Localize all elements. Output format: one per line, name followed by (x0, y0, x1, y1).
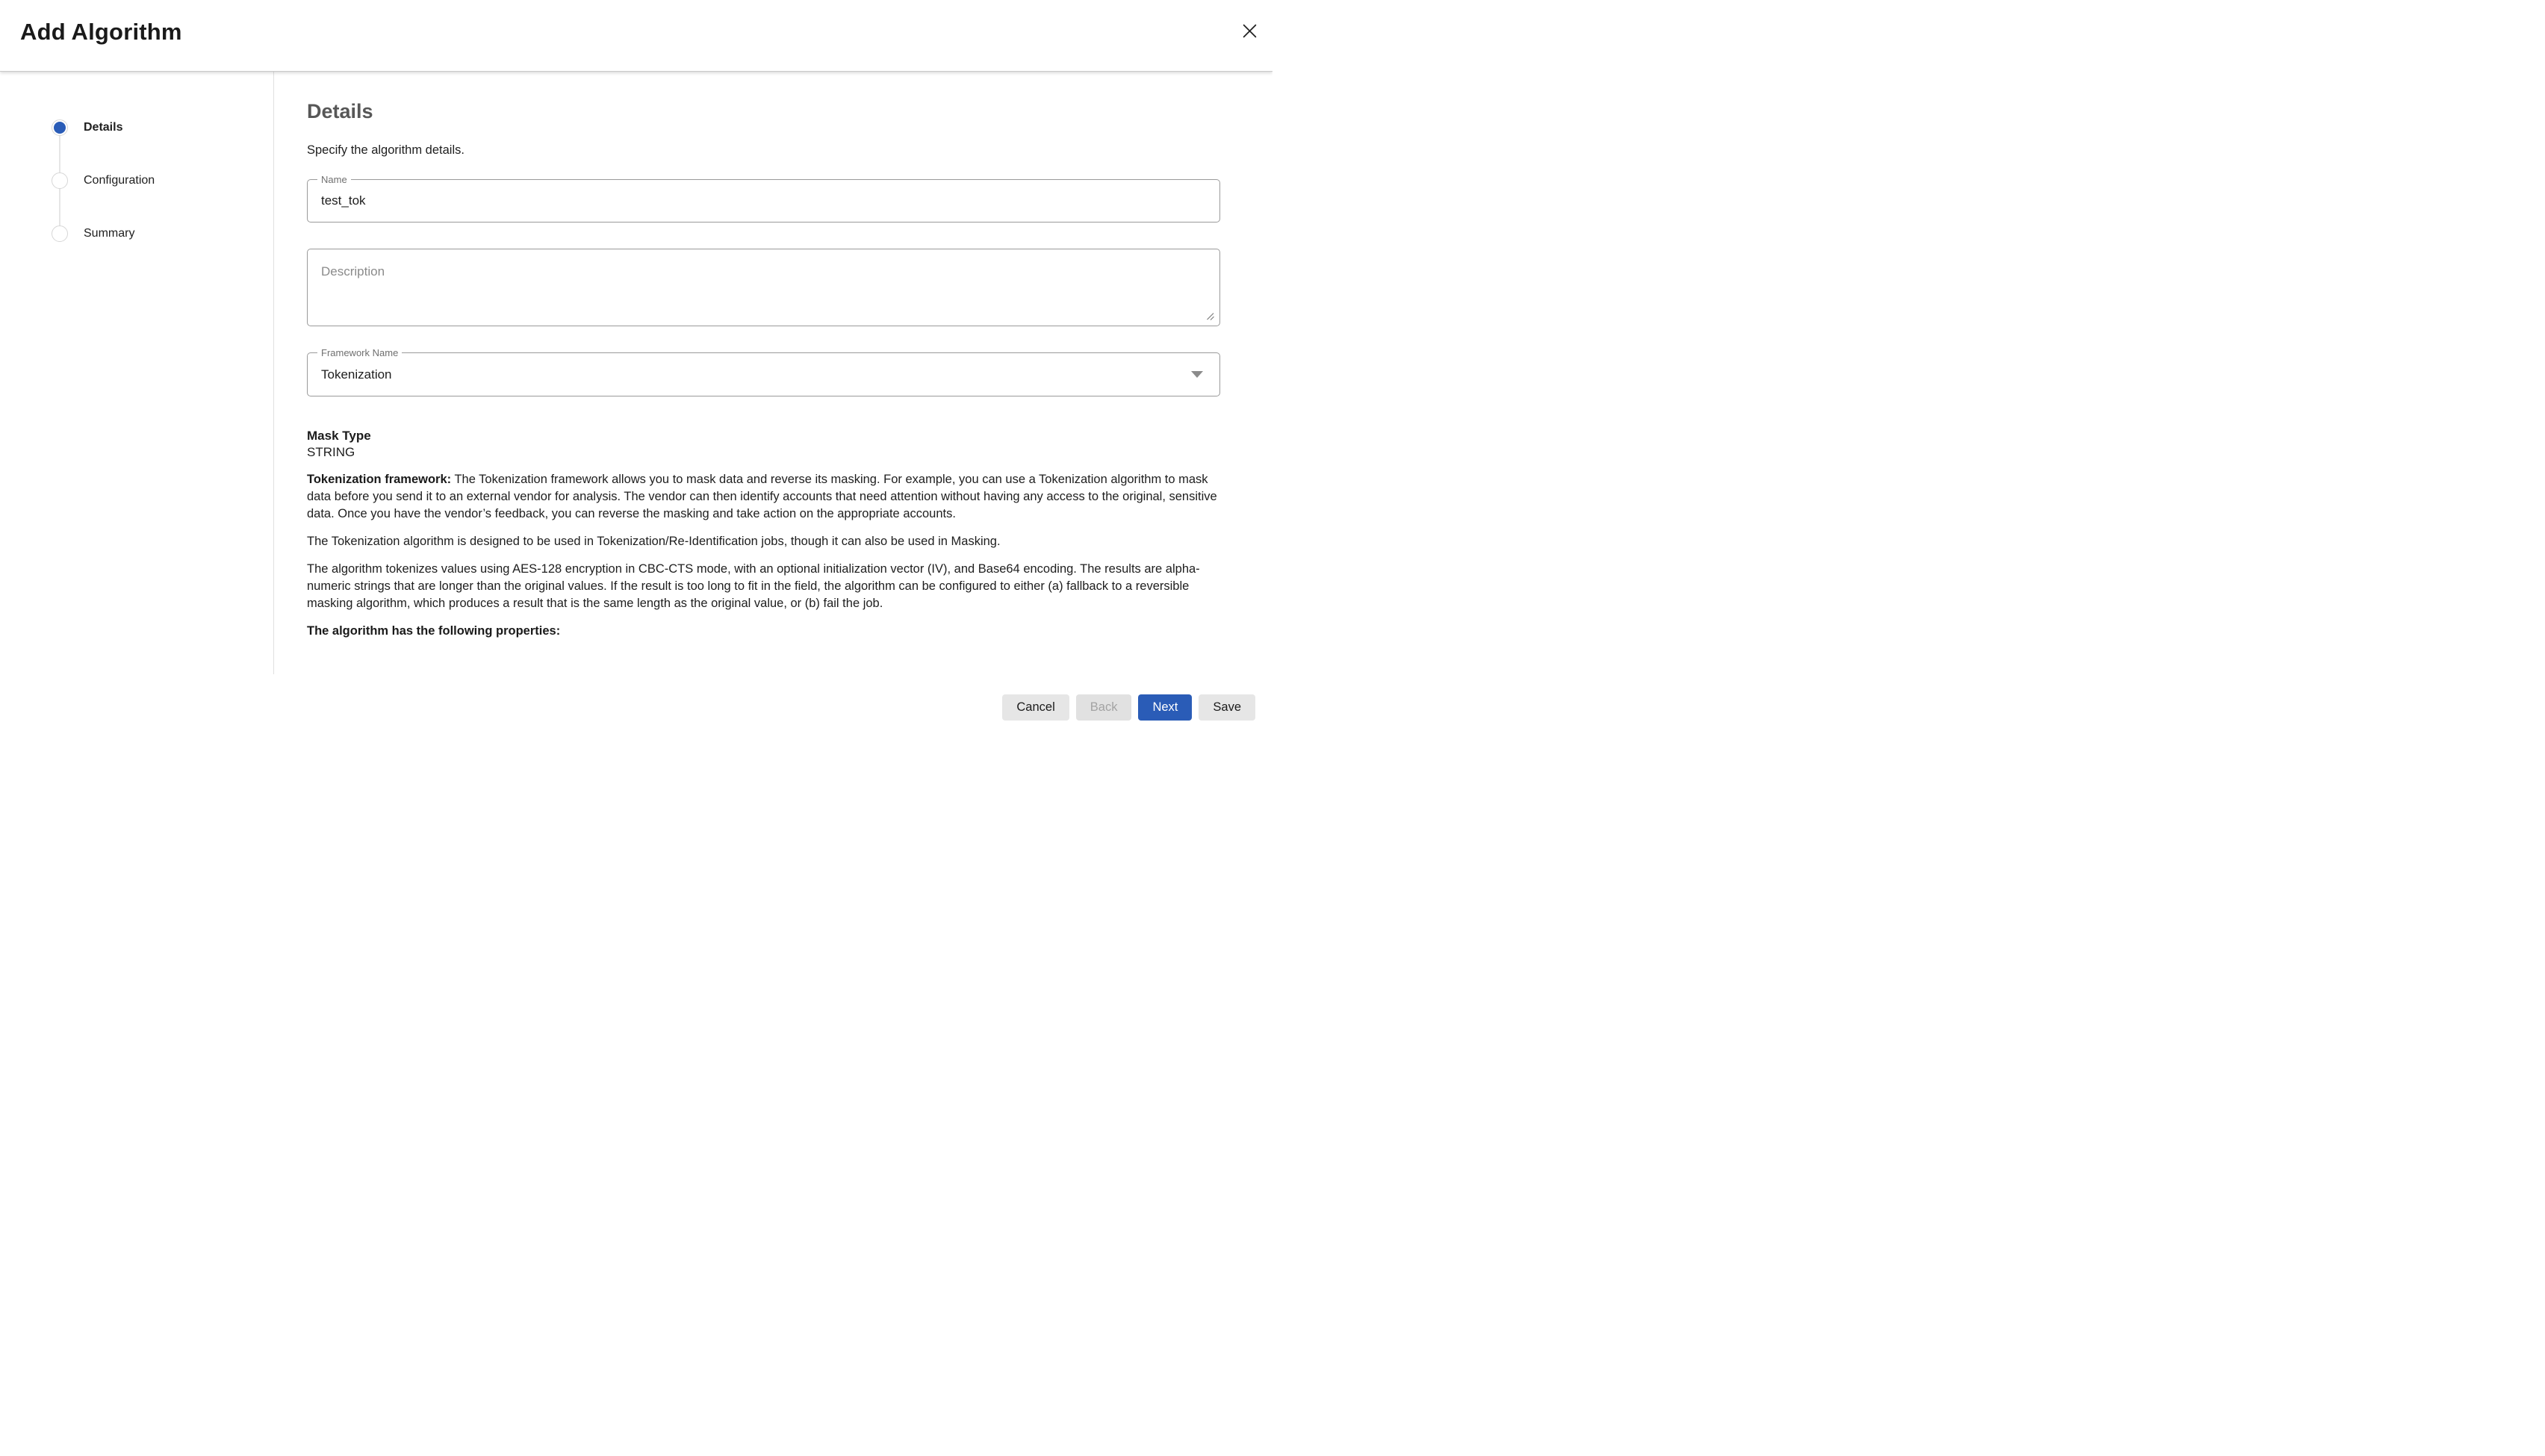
next-button[interactable]: Next (1138, 694, 1192, 721)
active-step-dot (54, 122, 66, 134)
dialog-footer (1002, 694, 1255, 721)
save-button[interactable]: Save (1199, 694, 1255, 721)
resize-handle-icon[interactable] (1205, 311, 1215, 321)
description-field (307, 249, 1220, 326)
framework-select[interactable] (307, 347, 1220, 396)
step-circle-icon (52, 119, 68, 136)
paragraph-bold-lead: The algorithm has the following properties: (307, 624, 561, 638)
mask-type-section (307, 428, 1220, 461)
step-label: Summary (84, 227, 135, 240)
mask-type-value: STRING (307, 445, 355, 459)
step-circle-icon (52, 172, 68, 189)
content-heading: Details (307, 100, 373, 122)
step-summary[interactable] (52, 225, 273, 242)
properties-heading (307, 623, 1220, 640)
paragraph-text: The algorithm tokenizes values using AES-128 encryption in CBC-CTS mode, with an optional initialization vector (IV), and Base64 encoding. The results are alpha-numeric strings that are longer than the original values. If the result is too long to fit in the field, the algorithm can be configured to either (a) fallback to a reversible masking algorithm, which produces a result that is the same length as the original value, or (b) fail the job. (307, 562, 1200, 610)
step-label: Configuration (84, 174, 155, 187)
content-subheading: Specify the algorithm details. (307, 143, 464, 157)
close-icon (1240, 21, 1260, 41)
dialog-header (0, 0, 1272, 72)
step-label: Details (84, 121, 123, 134)
paragraph-text: The Tokenization algorithm is designed to be used in Tokenization/Re-Identification jobs, though it can also be used in Masking. (307, 535, 1001, 548)
paragraph-text: The Tokenization framework allows you to mask data and reverse its masking. For example, you can use a Tokenization algorithm to mask data before you send it to an external vendor for analysis. The vendor can then identify accounts that need attention without having any access to the original, sensitive data. Once you have the vendor’s feedback, you can reverse the masking and take action on the appropriate accounts. (307, 473, 1217, 520)
dialog-title: Add Algorithm (20, 19, 182, 45)
add-algorithm-dialog (0, 0, 1272, 728)
usage-paragraph (307, 533, 1220, 550)
paragraph-bold-lead: Tokenization framework: (307, 473, 452, 486)
dialog-body (0, 72, 1272, 674)
name-field (307, 174, 1220, 223)
step-content (274, 72, 1272, 674)
framework-selected-value: Tokenization (321, 367, 392, 382)
name-field-label: Name (317, 173, 351, 186)
description-textarea[interactable] (308, 249, 1219, 326)
wizard-stepper (0, 72, 273, 674)
step-configuration[interactable] (52, 172, 273, 189)
mask-type-label: Mask Type (307, 429, 371, 443)
step-details[interactable] (52, 119, 273, 136)
name-input[interactable] (308, 180, 1219, 222)
algorithm-detail-paragraph (307, 561, 1220, 612)
step-circle-icon (52, 225, 68, 242)
cancel-button[interactable]: Cancel (1002, 694, 1069, 721)
back-button[interactable]: Back (1076, 694, 1132, 721)
framework-select-label: Framework Name (317, 346, 402, 359)
chevron-down-icon (1191, 371, 1203, 378)
close-button[interactable] (1237, 18, 1262, 43)
framework-description-paragraph (307, 471, 1220, 523)
